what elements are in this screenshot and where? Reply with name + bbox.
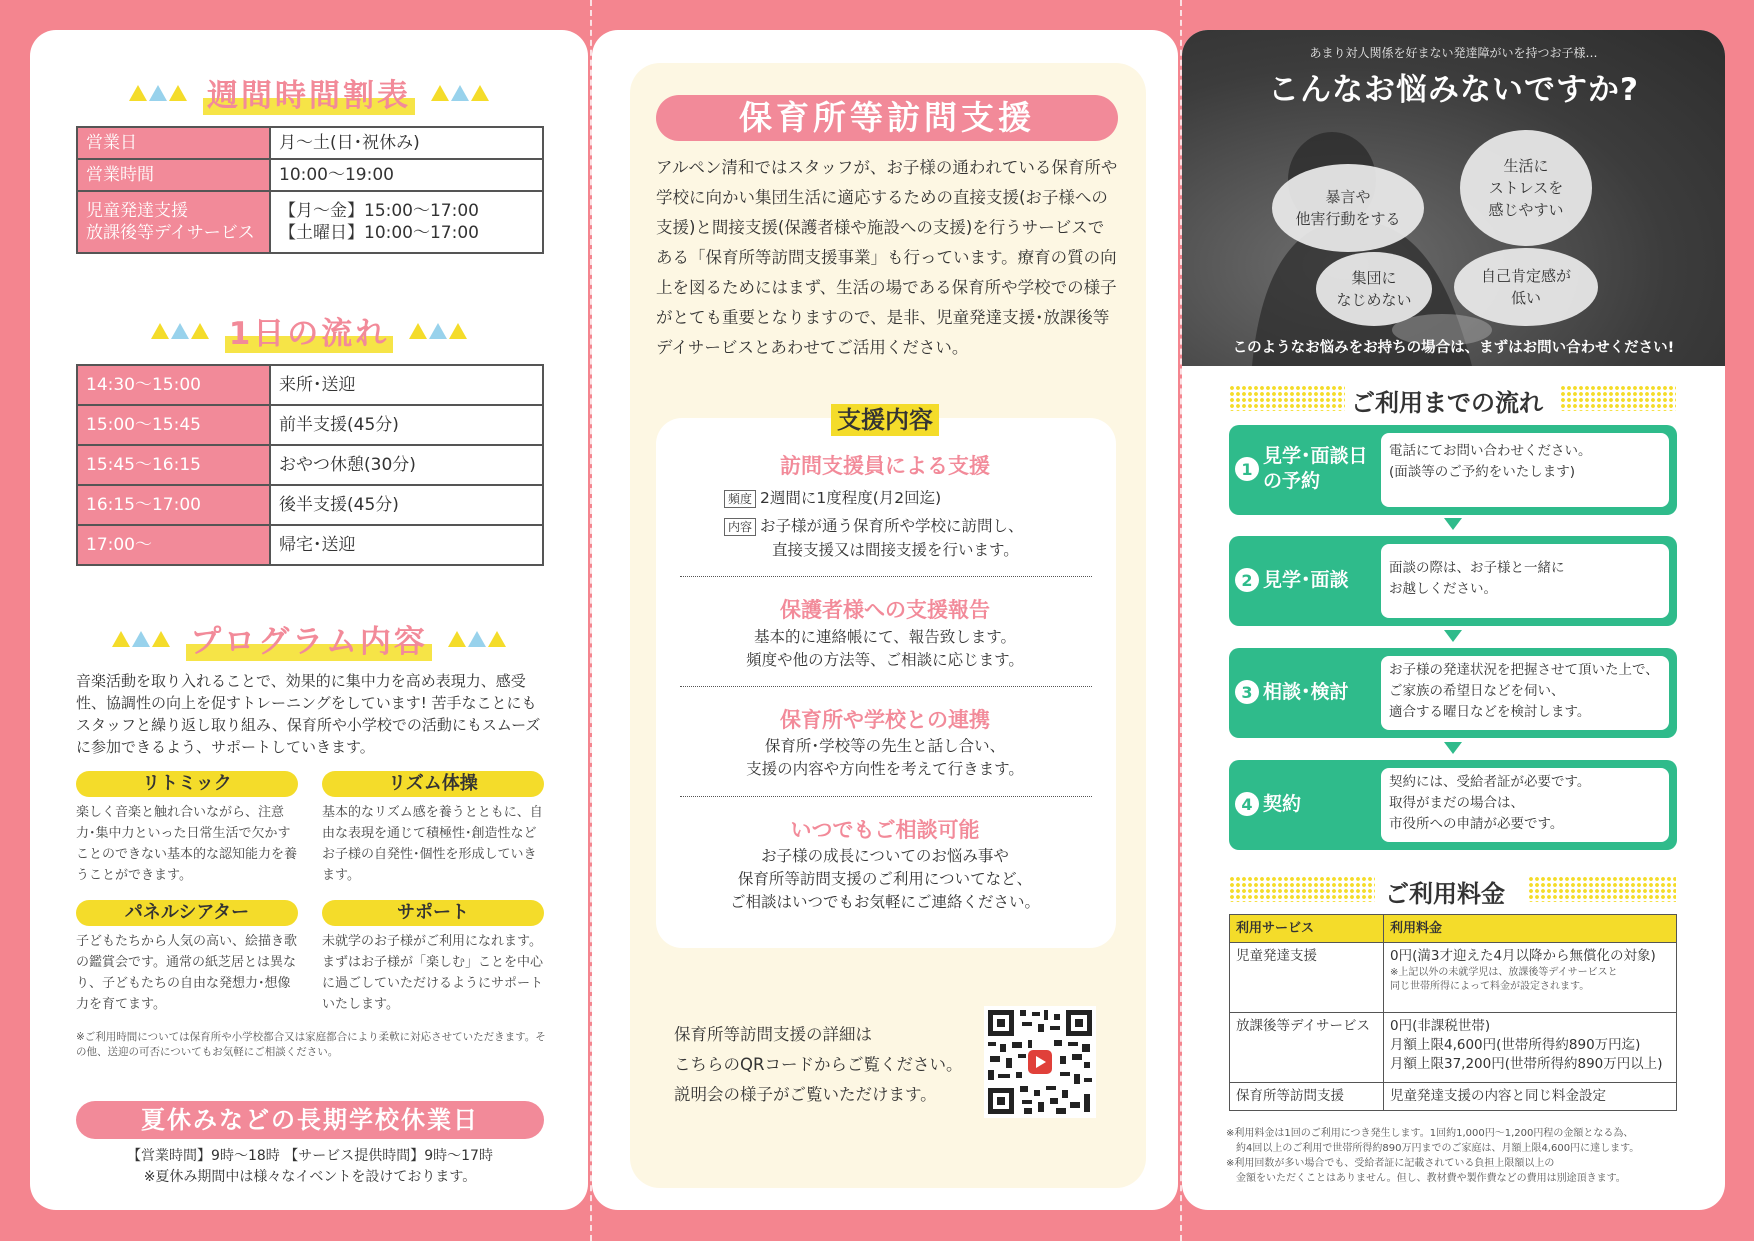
- step-description: [1381, 544, 1669, 618]
- fee-amount: 0円(満3才迎えた4月以降から無償化の対象): [1390, 948, 1656, 964]
- fee-footnote: ※利用回数が多い場合でも、受給者証に記載されている負担上限額以上の: [1226, 1158, 1555, 1169]
- step-label: [1235, 662, 1379, 722]
- table-row: [77, 191, 543, 253]
- triangles-decoration: [431, 85, 489, 101]
- bubble-text: 生活に: [1503, 157, 1549, 175]
- support-frequency: [724, 486, 941, 510]
- worries-caption: このようなお悩みをお持ちの場合は、まずはお問い合わせください!: [1232, 340, 1675, 356]
- schedule-table: [76, 126, 544, 254]
- visit-title: 保育所等訪問支援: [656, 95, 1118, 141]
- schedule-heading: [30, 70, 588, 115]
- table-cell: 前半支援(45分): [270, 405, 543, 445]
- bubble-text: 感じやすい: [1488, 201, 1564, 219]
- flow-title: 1日の流れ: [225, 308, 394, 353]
- down-arrow-icon: [1444, 742, 1462, 754]
- fee-footnote: 約4回以上のご利用で世帯所得約890万円までのご家庭は、月額上限4,600円に達します。: [1236, 1143, 1640, 1154]
- down-arrow-icon: [1444, 518, 1462, 530]
- table-cell: [77, 191, 270, 253]
- step-description: [1381, 433, 1669, 507]
- step-line: 電話にてお問い合わせください。: [1389, 443, 1592, 459]
- program-item-desc: 未就学のお子様がご利用になれます。まずはお子様が「楽しむ」ことを中心に過ごしていただけるようにサポートいたします。: [322, 934, 544, 1012]
- step-description: [1381, 656, 1669, 730]
- table-cell: 10:00～19:00: [270, 159, 543, 191]
- schedule-title: 週間時間割表: [203, 70, 415, 115]
- step-line: (面談等のご予約をいたします): [1389, 464, 1576, 480]
- step-number: 2: [1235, 568, 1259, 592]
- worry-bubble: [1272, 164, 1424, 252]
- content-tag: 内容: [724, 518, 756, 536]
- step-line: 市役所への申請が必要です。: [1389, 816, 1564, 832]
- row-label: 放課後等デイサービス: [86, 223, 255, 243]
- fees-notes: [1226, 1126, 1696, 1186]
- support-item-text: 頻度や他の方法等、ご相談に応じます。: [746, 651, 1024, 669]
- step-card: [1229, 536, 1677, 626]
- step-label-text: 見学･面談日: [1263, 445, 1368, 467]
- bubble-text: 自己肯定感が: [1480, 267, 1571, 285]
- support-item-title: 保育所や学校との連携: [780, 708, 990, 732]
- table-cell: 後半支援(45分): [270, 485, 543, 525]
- down-arrow-icon: [1444, 630, 1462, 642]
- fee-amount: 月額上限4,600円(世帯所得約890万円迄): [1390, 1037, 1641, 1053]
- triangles-decoration: [129, 85, 187, 101]
- row-value: 【土曜日】10:00～17:00: [279, 223, 479, 243]
- dots-decoration: [1560, 385, 1676, 411]
- frequency-text: 2週間に1度程度(月2回迄): [760, 489, 942, 507]
- table-cell: 15:45～16:15: [77, 445, 270, 485]
- bubble-text: 他害行動をする: [1295, 210, 1401, 228]
- step-line: 適合する曜日などを検討します。: [1389, 704, 1591, 720]
- table-row: [77, 127, 543, 159]
- table-header: [1230, 915, 1677, 943]
- visit-body: アルペン清和ではスタッフが、お子様の通われている保育所や学校に向かい集団生活に適応するための直接支援(お子様への支援)と間接支援(保護者様や施設への支援)を行うサービスである「保育所等訪問支援事業」も行っています。療育の質の向上を図るためにはまず、生活の場である保育所や学校での様子がとても重要となりますので、是非、児童発達支援･放課後等デイサービスとあわせてご活用ください。: [656, 158, 1118, 357]
- step-label-text: 見学･面談: [1263, 568, 1349, 591]
- support-content: [724, 514, 1024, 538]
- table-cell: [270, 191, 543, 253]
- fee-amount: 0円(非課税世帯): [1390, 1018, 1491, 1034]
- table-row: [1230, 1083, 1677, 1111]
- worry-bubble: [1460, 130, 1592, 246]
- fees-title: ご利用料金: [1385, 880, 1505, 908]
- program-item-desc: 基本的なリズム感を養うとともに、自由な表現を通じて積極性･創造性などお子様の自発性･個性を形成していきます。: [322, 805, 543, 883]
- program-item-desc: 楽しく音楽と触れ合いながら、注意力･集中力といった日常生活で欠かすことのできない基本的な認知能力を養うことができます。: [76, 805, 298, 883]
- fee-footnote: ※利用料金は1回のご利用につき発生します。1回約1,000円～1,200円程の金額となる為、: [1226, 1128, 1634, 1139]
- table-cell: 15:00～15:45: [77, 405, 270, 445]
- support-title: 支援内容: [831, 404, 939, 436]
- table-row: [77, 365, 543, 405]
- table-row: [77, 525, 543, 565]
- program-intro: 音楽活動を取り入れることで、効果的に集中力を高め表現力、感受性、協調性の向上を促すトレーニングをしています! 苦手なことにもスタッフと繰り返し取り組み、保育所や小学校での活動にもスムーズに参加できるよう、サポートしていきます。: [76, 672, 541, 756]
- worries-subtitle: あまり対人関係を好まない発達障がいを持つお子様…: [1309, 46, 1598, 60]
- table-row: [77, 159, 543, 191]
- step-line: 面談の際は、お子様と一緒に: [1389, 560, 1565, 576]
- holiday-note: ※夏休み期間中は様々なイベントを設けております。: [143, 1169, 477, 1185]
- bubble-text: ストレスを: [1488, 179, 1564, 197]
- step-label: [1235, 439, 1379, 499]
- table-cell: 14:30～15:00: [77, 365, 270, 405]
- dots-decoration: [1229, 385, 1345, 411]
- support-item-title: 訪問支援員による支援: [780, 454, 990, 478]
- support-item-text: 保育所･学校等の先生と話し合い、: [764, 737, 1006, 755]
- worry-bubble: [1454, 248, 1598, 326]
- program-title: プログラム内容: [186, 616, 432, 661]
- qr-line: 説明会の様子がご覧いただけます。: [674, 1085, 937, 1104]
- program-item-title: リズム体操: [322, 771, 544, 797]
- flow-table: [76, 364, 544, 566]
- step-label-text: の予約: [1263, 470, 1321, 492]
- table-header-cell: 利用サービス: [1230, 915, 1384, 943]
- qr-line: 保育所等訪問支援の詳細は: [674, 1025, 872, 1044]
- table-cell: 帰宅･送迎: [270, 525, 543, 565]
- divider: [680, 686, 1092, 687]
- support-item-title: 保護者様への支援報告: [780, 598, 990, 622]
- step-number: 4: [1235, 792, 1259, 816]
- program-item-title: サポート: [322, 900, 544, 926]
- bubble-text: 集団に: [1351, 269, 1397, 287]
- fee-note: ※上記以外の未就学児は、放課後等デイサービスと: [1390, 967, 1618, 978]
- table-cell: 16:15～17:00: [77, 485, 270, 525]
- table-row: [77, 405, 543, 445]
- step-line: ご家族の希望日などを伺い、: [1389, 683, 1565, 699]
- step-label-text: 相談･検討: [1263, 680, 1349, 703]
- fee-note: 同じ世帯所得によって料金が設定されます。: [1390, 981, 1590, 992]
- triangles-decoration: [151, 323, 209, 339]
- frequency-tag: 頻度: [724, 490, 756, 508]
- bubble-text: 暴言や: [1325, 188, 1371, 206]
- program-item-desc: 子どもたちから人気の高い、絵描き歌の鑑賞会です。通常の紙芝居とは異なり、子どもたちの自由な発想力･想像力を育てます。: [76, 934, 298, 1012]
- table-cell: 17:00～: [77, 525, 270, 565]
- content-text-2: 直接支援又は間接支援を行います。: [772, 541, 1019, 559]
- step-card: [1229, 648, 1677, 738]
- fee-footnote: 金額をいただくことはありません。但し、教材費や製作費などの費用は別途頂きます。: [1236, 1173, 1626, 1184]
- row-value: 【月～金】15:00～17:00: [279, 201, 479, 221]
- step-label: [1235, 774, 1379, 834]
- left-panel: [30, 30, 588, 1210]
- program-item-title: パネルシアター: [76, 900, 298, 926]
- dots-decoration: [1528, 876, 1676, 902]
- bubble-text: なじめない: [1336, 291, 1412, 309]
- support-item-text: ご相談はいつでもお気軽にご連絡ください。: [729, 893, 1040, 911]
- table-row: [1230, 1013, 1677, 1083]
- bubble-text: 低い: [1510, 289, 1541, 307]
- program-heading: [30, 616, 588, 661]
- support-item-text: 支援の内容や方向性を考えて行きます。: [746, 760, 1024, 778]
- table-cell: 放課後等デイサービス: [1230, 1013, 1384, 1083]
- dots-decoration: [1229, 876, 1375, 902]
- support-item-text: お子様の成長についてのお悩み事や: [761, 847, 1009, 865]
- steps-title: ご利用までの流れ: [1351, 389, 1543, 417]
- table-row: [77, 485, 543, 525]
- table-cell: 保育所等訪問支援: [1230, 1083, 1384, 1111]
- step-card: [1229, 760, 1677, 850]
- table-row: [1230, 943, 1677, 1013]
- divider: [680, 576, 1092, 577]
- program-item-title: リトミック: [76, 771, 298, 797]
- qr-line: こちらのQRコードからご覧ください。: [674, 1055, 963, 1074]
- table-cell: [1384, 943, 1677, 1013]
- table-cell: 月～土(日･祝休み): [270, 127, 543, 159]
- table-cell: 営業日: [77, 127, 270, 159]
- flow-heading: [30, 308, 588, 353]
- step-line: お越しください。: [1389, 581, 1497, 597]
- content-text: お子様が通う保育所や学校に訪問し、: [760, 517, 1024, 535]
- qr-text: [674, 1020, 962, 1110]
- step-line: お子様の発達状況を把握させて頂いた上で、: [1389, 662, 1659, 678]
- step-label-text: 契約: [1263, 792, 1302, 815]
- support-item-text: 保育所等訪問支援のご利用についてなど、: [737, 870, 1033, 888]
- support-heading: [592, 400, 1178, 435]
- row-label: 児童発達支援: [86, 201, 188, 221]
- program-note: ※ご利用時間については保育所や小学校都合又は家庭都合により柔軟に対応させていただきます。その他、送迎の可否についてもお気軽にご相談ください。: [76, 1031, 546, 1058]
- step-line: 取得がまだの場合は、: [1389, 795, 1524, 811]
- step-line: 契約には、受給者証が必要です。: [1389, 774, 1591, 790]
- table-header-cell: 利用料金: [1384, 915, 1677, 943]
- step-card: [1229, 425, 1677, 515]
- table-cell: [1384, 1013, 1677, 1083]
- triangles-decoration: [112, 631, 170, 647]
- support-item-text: 基本的に連絡帳にて、報告致します。: [754, 628, 1016, 646]
- triangles-decoration: [409, 323, 467, 339]
- worry-bubble: [1316, 252, 1432, 326]
- step-number: 3: [1235, 680, 1259, 704]
- table-cell: 児童発達支援: [1230, 943, 1384, 1013]
- fees-table: [1229, 914, 1677, 1111]
- support-item-title: いつでもご相談可能: [790, 818, 980, 842]
- table-cell: 営業時間: [77, 159, 270, 191]
- triangles-decoration: [448, 631, 506, 647]
- worries-title: こんなお悩みないですか?: [1268, 72, 1639, 108]
- step-number: 1: [1235, 457, 1259, 481]
- fee-amount: 月額上限37,200円(世帯所得約890万円以上): [1390, 1056, 1663, 1072]
- table-cell: おやつ休憩(30分): [270, 445, 543, 485]
- table-row: [77, 445, 543, 485]
- step-label: [1235, 550, 1379, 610]
- table-cell: 児童発達支援の内容と同じ料金設定: [1384, 1083, 1677, 1111]
- holiday-hours: 【営業時間】9時～18時 【サービス提供時間】9時～17時: [127, 1148, 493, 1164]
- step-description: [1381, 768, 1669, 842]
- divider: [680, 796, 1092, 797]
- table-cell: 来所･送迎: [270, 365, 543, 405]
- qr-code[interactable]: [984, 1006, 1096, 1118]
- holiday-title: 夏休みなどの長期学校休業日: [76, 1101, 544, 1139]
